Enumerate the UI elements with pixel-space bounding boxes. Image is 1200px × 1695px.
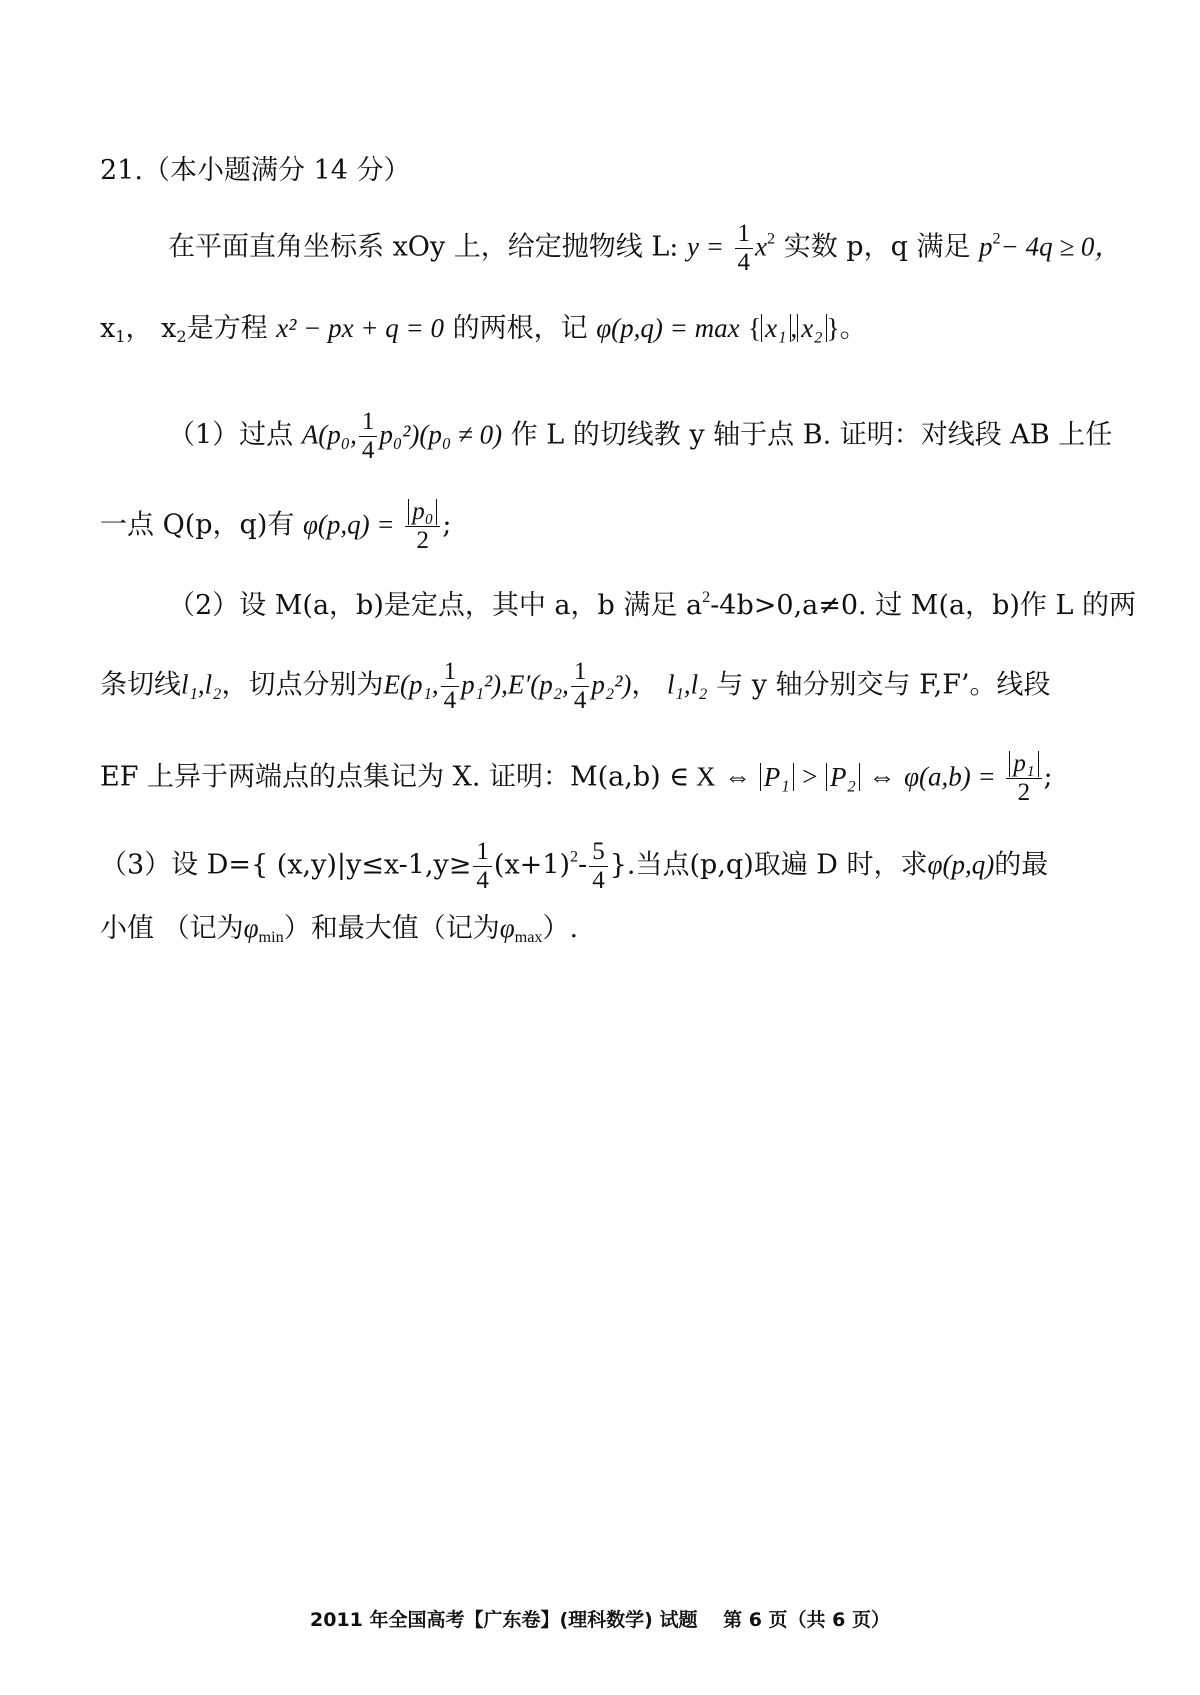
- part2-text-6: 与 y 轴分别交与 F,F’。线段: [716, 669, 1051, 701]
- abs-p2: P₂: [826, 763, 860, 791]
- part3-fraction-2: [589, 838, 608, 894]
- part3-fraction-1: [473, 838, 492, 894]
- iff-symbol-1: ⇔: [724, 761, 752, 792]
- part1-text-3: 一点 Q(p，q)有: [100, 509, 295, 541]
- point-e-fraction: [441, 658, 460, 714]
- point-a-fraction: [359, 408, 378, 464]
- comma: ,: [790, 313, 798, 343]
- point-a: A(p₀,: [301, 419, 357, 450]
- separator: ，: [125, 313, 153, 344]
- intro-text-4: 的两根，记: [452, 313, 588, 344]
- point-e-rest: p₁²),: [461, 669, 508, 700]
- x2-label: x: [161, 313, 177, 344]
- fraction-numerator: 1: [735, 220, 754, 249]
- parabola-lhs: y =: [686, 231, 724, 262]
- part1-line-1: [168, 408, 1112, 464]
- inequality-exponent: 2: [992, 229, 1001, 248]
- part1-text-4: ;: [442, 509, 452, 541]
- fraction-numerator: 1: [571, 658, 590, 687]
- fraction-denominator: 4: [476, 866, 489, 894]
- phi-ab: φ(a,b) =: [904, 761, 996, 792]
- part2-text-5: ，: [631, 669, 659, 701]
- part3-text-2: (x+1): [493, 849, 571, 881]
- inequality-rest: − 4q ≥ 0，: [1000, 231, 1122, 262]
- intro-text-1: 在平面直角坐标系 xOy 上，给定抛物线 L:: [168, 231, 679, 263]
- fraction-numerator: 1: [473, 838, 492, 867]
- brace-close: }: [826, 313, 840, 343]
- phi-max-symbol: φ: [499, 913, 515, 943]
- part2-text-3: 条切线: [100, 669, 181, 701]
- fraction-numerator: [1006, 750, 1041, 779]
- abs-x1: x₁: [761, 314, 790, 342]
- iff-symbol-2: ⇔: [868, 761, 896, 792]
- part3-text-6: 小值 （记为: [100, 913, 244, 944]
- intro-line-1: [168, 220, 1121, 276]
- parabola-fraction: [735, 220, 754, 276]
- problem-header: 21.（本小题满分 14 分）: [100, 155, 411, 186]
- phi-definition: φ(p,q) = max: [596, 313, 740, 343]
- abs-x2: x₂: [797, 314, 826, 342]
- point-e-prime: E′(p₂,: [507, 669, 569, 700]
- parabola-exponent: 2: [767, 229, 776, 248]
- fraction-denominator: 4: [592, 866, 605, 894]
- fraction-denominator: 4: [361, 436, 375, 464]
- fraction-denominator: 4: [573, 686, 587, 714]
- abs-p0: p₀: [408, 499, 437, 525]
- intro-text-3: 是方程: [186, 313, 268, 344]
- fraction-numerator: [405, 498, 440, 527]
- part3-text-3: -: [578, 849, 588, 881]
- part3-exponent: 2: [570, 847, 579, 866]
- greater-than: >: [802, 761, 818, 792]
- intro-line-2: [100, 313, 867, 346]
- part2-line-2: [100, 658, 1051, 714]
- part2-line-3: [100, 750, 1053, 806]
- inequality-p: p: [979, 231, 993, 262]
- part2-exponent: 2: [702, 587, 711, 606]
- part2-fraction: [1006, 750, 1041, 806]
- x2-subscript: 2: [176, 326, 187, 346]
- part1-phi: φ(p,q) =: [302, 509, 395, 540]
- part3-text-7: ）和最大值（记为: [283, 913, 500, 944]
- fraction-denominator: 4: [443, 686, 457, 714]
- part1-text-2: 作 L 的切线教 y 轴于点 B. 证明：对线段 AB 上任: [510, 419, 1113, 451]
- part2-text-1: （2）设 M(a，b)是定点，其中 a，b 满足 a: [168, 590, 703, 621]
- part1-line-2: [100, 498, 452, 554]
- point-e-prime-fraction: [571, 658, 590, 714]
- quadratic-equation: x² − px + q = 0: [276, 313, 445, 343]
- fraction-denominator: 2: [416, 526, 430, 554]
- element-of-x: ∈ X: [669, 761, 716, 792]
- x1-label: x: [100, 313, 116, 344]
- part2-text-2: -4b>0,a≠0. 过 M(a，b)作 L 的两: [710, 590, 1136, 621]
- phi-max-subscript: max: [514, 927, 543, 946]
- phi-min-subscript: min: [258, 927, 284, 946]
- part1-fraction: [405, 498, 440, 554]
- part2-text-8: ;: [1043, 761, 1053, 793]
- part3-text-5: 的最: [994, 849, 1049, 881]
- fraction-numerator: 5: [589, 838, 608, 867]
- abs-p1-numerator: p₁: [1009, 751, 1038, 777]
- x1-subscript: 1: [115, 326, 126, 346]
- phi-min-symbol: φ: [243, 913, 259, 943]
- fraction-denominator: 2: [1017, 778, 1031, 806]
- tangent-lines-2: l₁,l₂: [667, 669, 708, 700]
- parabola-rhs: x: [755, 231, 768, 262]
- part3-text-8: ）.: [542, 913, 579, 944]
- part3-line-2: [100, 913, 579, 946]
- intro-text-2: 实数 p，q 满足: [783, 231, 971, 263]
- point-e: E(p₁,: [383, 669, 439, 700]
- part2-text-4: ，切点分别为: [221, 669, 384, 701]
- page-footer: 2011 年全国高考【广东卷】(理科数学) 试题 第 6 页（共 6 页）: [310, 1609, 890, 1631]
- part1-text-1: （1）过点: [168, 419, 294, 451]
- part3-line-1: [100, 838, 1048, 894]
- tangent-lines: l₁,l₂: [181, 669, 222, 700]
- fraction-denominator: 4: [737, 248, 751, 276]
- fraction-numerator: 1: [441, 658, 460, 687]
- part3-text-1: （3）设 D={ (x,y)|y≤x-1,y≥: [100, 849, 472, 881]
- point-e-prime-rest: p₂²): [591, 669, 632, 700]
- part2-line-1: [168, 587, 1136, 621]
- point-a-rest: p₀²)(p₀ ≠ 0): [379, 419, 503, 450]
- brace-open: {: [748, 313, 762, 343]
- part3-text-4: }.当点(p,q)取遍 D 时，求: [609, 849, 928, 881]
- part3-phi: φ(p,q): [927, 849, 995, 880]
- part2-text-7: EF 上异于两端点的点集记为 X. 证明：M(a,b): [100, 761, 661, 793]
- fraction-numerator: 1: [359, 408, 378, 437]
- abs-p1: P₁: [760, 763, 794, 791]
- intro-text-5: 。: [839, 313, 867, 344]
